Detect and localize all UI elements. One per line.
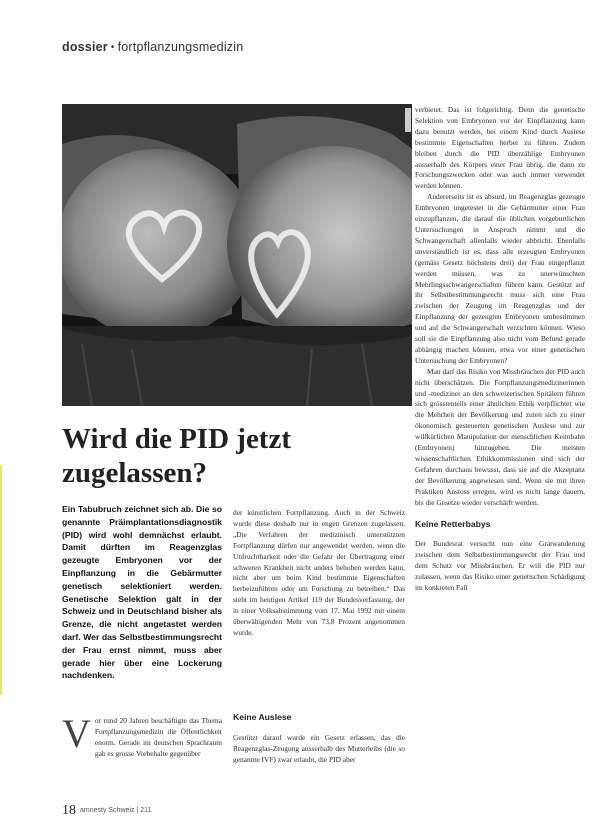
section-header bbox=[62, 40, 243, 54]
body-column-2-top: der künstlichen Fortpflanzung. Auch in der Schweiz wurde diese deshalb nur in engen Grenzen zugelassen. „Die Verfahren der medizinisch unterstützten Fortpflanzung dürfen nur angewendet werden, wenn die Unfruchtbarkeit oder die Gefahr der Übertragung einer schweren Krankheit nicht anders behoben werden kann, nicht aber um beim Kind bestimmte Eigenschaften herbeizuführen oder um Forschung zu betreiben.“ Das steht im heutigen Artikel 119 der Bundesverfassung, der in einer Volksabstimmung vom 17. Mai 1992 mit einem überwältigenden Mehr von 73,8 Prozent angenommen wurde. bbox=[233, 508, 405, 637]
photo-illustration bbox=[62, 104, 412, 406]
paragraph: Gestützt darauf wurde ein Gesetz erlassen, das die Reagenzglas-Zeugung ausserhalb des Mutterleibs (die so genannte IVF) zwar erlaubt, die PID aber bbox=[233, 732, 405, 764]
paragraph: Andererseits ist es absurd, im Reagenzglas gezeugte Embryonen ungetestet in die Gebärmutter einer Frau einzupflanzen, die darauf die üblichen vorgeburtlichen Untersuchungen in Anspruch nimmt und die Schwangerschaft allenfalls wieder abbricht. Ebenfalls unverständlich ist es, dass alle erzeugten Embryonen (gemäss Gesetz höchstens drei) der Frau eingepflanzt werden müssen, was zu unerwünschten Mehrlingsschwangerschaften führen kann. Gestützt auf ihr Selbstbestimmungsrecht muss sich eine Frau zwischen der Zeugung im Reagenzglas und der Einpflanzung der gezeugten Embryonen umbestimmen und auf die Schwangerschaft verzichten können. Wieso soll sie die Einpflanzung also nicht vom Befund gerade abhängig machen können, etwa vor einer genetischen Untersuchung der Embryonen? bbox=[415, 192, 585, 365]
paragraph: or rund 20 Jahren beschäftigte das Thema Fortpflanzungsmedizin die Öffentlichkeit enorm. Gerade im deutschen Sprachraum gab es grosse Vorbehalte gegenüber bbox=[94, 716, 222, 758]
page-footer bbox=[62, 803, 151, 819]
article-photo bbox=[62, 104, 412, 406]
paragraph: verbietet. Das ist folgerichtig. Denn die genetische Selektion von Embryonen vor der Einpflanzung kann dazu benutzt werden, bei einem Kind durch Auslese bestimmte Eigenschaften herbei zu führen. Zudem bleiben durch die PID überzählige Embryonen ausserhalb des Körpers einer Frau übrig, die dann zu Forschungszwecken oder was auch immer verwendet werden können. bbox=[415, 105, 585, 191]
subhead-keine-auslese: Keine Auslese bbox=[233, 712, 292, 722]
header-separator: • bbox=[110, 42, 115, 53]
body-column-3 bbox=[415, 105, 585, 594]
paragraph: Der Bundesrat versucht nun eine Gratwanderung zwischen dem Selbstbestimmungsrecht der Frau und dem Schutz vor Missbräuchen. Er will die PID nur zulassen, wenn das Risiko einer genetischen Schädigung im konkreten Fall bbox=[415, 539, 585, 593]
section-topic: fortpflanzungsmedizin bbox=[117, 40, 244, 54]
margin-marker bbox=[0, 465, 2, 695]
subhead-keine-retterbabys: Keine Retterbabys bbox=[415, 518, 491, 529]
publication-info: amnesty Schweiz | 211 bbox=[80, 807, 152, 814]
body-column-2-bottom bbox=[233, 712, 405, 766]
article-lead: Ein Tabubruch zeichnet sich ab. Die so genannte Präimplantationsdiagnostik (PID) wird wohl demnächst erlaubt. Damit dürften im Reagenzglas gezeugte Embryonen vor der Einpflanzung in die Gebärmutter genetisch selektioniert werden. Genetische Selektion galt in der Schweiz und in Deutschland bisher als Grenze, die nicht angetastet werden darf. Wer das Selbstbestimmungsrecht der Frau ernst nimmt, muss aber gerade hier über eine Lockerung nachdenken. bbox=[62, 504, 222, 681]
paragraph: Man darf das Risiko von Missbräuchen der PID auch nicht überschätzen. Die Fortpflanzungsmedizinerinnen und -mediziner an den schweizerischen Spitälern führen sich grösstenteils einer ähnlichen Ethik verpflichtet wie die Mehrheit der Bevölkerung und zuten sich zu einer ökonomisch gesteuerten genetischen Auslese und zur willkürlichen Manipulation der menschlichen Keimbahn (Embryonen) hinzugeben. Die meisten wissenschaftlichen Ethikkommissionen sind sich der Gefahren durchaus bewusst, dass sie auf die Akzeptanz der Bevölkerung angewiesen sind. Wenn sie mit ihren Praktiken Anstoss erregen, wird es nicht lange dauern, bis die Gesetze wieder verschärft werden. bbox=[415, 366, 585, 507]
photo-credit bbox=[405, 108, 411, 132]
drop-cap: V bbox=[62, 711, 91, 756]
body-column-1 bbox=[62, 711, 222, 760]
section-name: dossier bbox=[62, 40, 108, 54]
page-number: 18 bbox=[62, 803, 76, 818]
article-title: Wird die PID jetzt zugelassen? bbox=[62, 423, 291, 489]
